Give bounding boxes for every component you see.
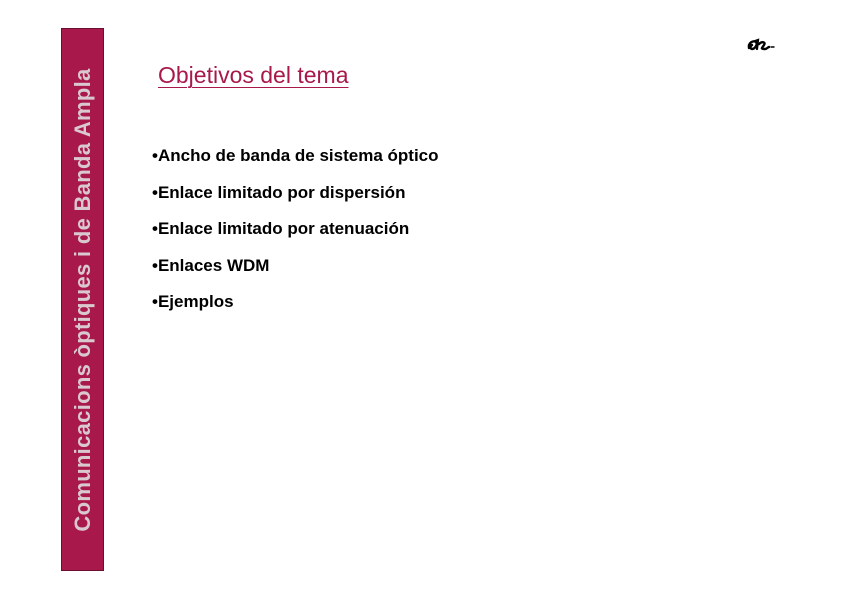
list-item: •Enlace limitado por dispersión xyxy=(152,182,406,202)
list-item: •Enlace limitado por atenuación xyxy=(152,219,410,238)
list-item: •Ancho de banda de sistema óptico xyxy=(152,146,439,165)
list-item: •Ejemplos xyxy=(152,292,234,311)
sidebar-title: Comunicacions òptiques i de Banda Ampla xyxy=(69,67,95,532)
sidebar-banner xyxy=(61,28,104,571)
slide-title: Objetivos del tema xyxy=(158,62,349,88)
objectives-list xyxy=(152,144,439,327)
list-item: •Enlaces WDM xyxy=(152,255,270,275)
signature-logo-icon xyxy=(746,36,776,54)
